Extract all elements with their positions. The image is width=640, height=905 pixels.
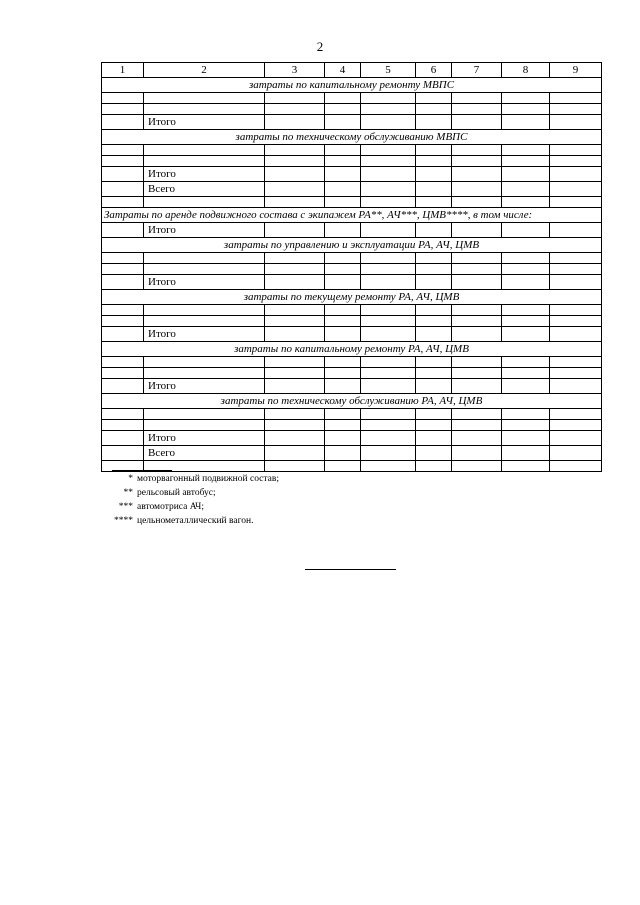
table-cell (416, 461, 452, 472)
table-cell (452, 156, 502, 167)
table-cell (265, 275, 325, 290)
table-cell (325, 316, 361, 327)
table-row (102, 156, 602, 167)
table-cell (502, 357, 550, 368)
table-cell (452, 305, 502, 316)
footnote-item (100, 486, 279, 500)
table-cell (550, 446, 602, 461)
table-cell (502, 223, 550, 238)
table-cell (452, 253, 502, 264)
table-cell (144, 409, 265, 420)
table-cell (144, 357, 265, 368)
table-cell (102, 409, 144, 420)
table-row (102, 357, 602, 368)
table-cell (416, 431, 452, 446)
table-cell (144, 420, 265, 431)
table-cell (502, 275, 550, 290)
table-cell (452, 357, 502, 368)
table-cell (325, 357, 361, 368)
table-cell (325, 115, 361, 130)
table-row (102, 409, 602, 420)
table-cell (550, 223, 602, 238)
row-label: Итого (144, 327, 265, 342)
table-cell (102, 446, 144, 461)
table-cell (416, 182, 452, 197)
table-cell (102, 420, 144, 431)
table-cell (550, 409, 602, 420)
table-cell (502, 93, 550, 104)
table-cell (361, 253, 416, 264)
table-cell (325, 409, 361, 420)
table-cell (102, 368, 144, 379)
table-row (102, 305, 602, 316)
footnote-text: автомотриса АЧ; (137, 502, 204, 512)
total-row (102, 115, 602, 130)
table-cell (361, 420, 416, 431)
table-cell (502, 156, 550, 167)
section-title: затраты по капитальному ремонту МВПС (102, 78, 602, 93)
table-cell (102, 115, 144, 130)
table-cell (102, 275, 144, 290)
table-cell (452, 379, 502, 394)
table-cell (502, 115, 550, 130)
section-header-row (102, 394, 602, 409)
total-row (102, 446, 602, 461)
table-cell (550, 305, 602, 316)
table-row (102, 104, 602, 115)
section-header-row (102, 78, 602, 93)
table-cell (265, 461, 325, 472)
table-cell (550, 327, 602, 342)
table-cell (416, 223, 452, 238)
table-cell (102, 223, 144, 238)
table-cell (265, 327, 325, 342)
footnote-mark: **** (114, 516, 133, 526)
table-cell (265, 379, 325, 394)
table-cell (144, 93, 265, 104)
table-cell (102, 93, 144, 104)
table-cell (550, 379, 602, 394)
table-cell (361, 446, 416, 461)
table-cell (416, 156, 452, 167)
table-cell (102, 379, 144, 394)
table-cell (550, 167, 602, 182)
table-cell (502, 305, 550, 316)
row-label: Итого (144, 115, 265, 130)
table-cell (265, 316, 325, 327)
table-cell (416, 305, 452, 316)
table-cell (102, 197, 144, 208)
section-title: затраты по текущему ремонту РА, АЧ, ЦМВ (102, 290, 602, 305)
row-label: Итого (144, 379, 265, 394)
table-cell (550, 145, 602, 156)
table-cell (361, 156, 416, 167)
footnote-item (100, 500, 279, 514)
table-cell (416, 357, 452, 368)
table-cell (361, 93, 416, 104)
table-cell (361, 104, 416, 115)
table-cell (550, 420, 602, 431)
table-cell (265, 167, 325, 182)
table-cell (144, 305, 265, 316)
table-cell (416, 197, 452, 208)
table-cell (265, 104, 325, 115)
table-cell (325, 264, 361, 275)
table-row (102, 420, 602, 431)
table-row (102, 316, 602, 327)
table-cell (502, 379, 550, 394)
table-cell (325, 379, 361, 394)
table-cell (265, 197, 325, 208)
table-cell (265, 115, 325, 130)
table-cell (325, 368, 361, 379)
table-row (102, 253, 602, 264)
table-cell (265, 223, 325, 238)
table-cell (416, 104, 452, 115)
row-label: Итого (144, 223, 265, 238)
table-cell (325, 253, 361, 264)
table-cell (416, 409, 452, 420)
table-cell (416, 167, 452, 182)
table-cell (416, 93, 452, 104)
table-cell (416, 253, 452, 264)
table-cell (265, 357, 325, 368)
table-cell (144, 253, 265, 264)
section-header-row (102, 290, 602, 305)
table-cell (416, 264, 452, 275)
total-row (102, 182, 602, 197)
row-label: Всего (144, 446, 265, 461)
table-cell (265, 431, 325, 446)
table-cell (102, 316, 144, 327)
table-cell (452, 182, 502, 197)
section-title: затраты по управлению и эксплуатации РА, АЧ, ЦМВ (102, 238, 602, 253)
table-cell (361, 327, 416, 342)
total-row (102, 379, 602, 394)
table-cell (502, 327, 550, 342)
table-cell (452, 316, 502, 327)
table-cell (325, 420, 361, 431)
table-cell (416, 316, 452, 327)
footnote-mark: *** (118, 502, 133, 512)
table-row (102, 145, 602, 156)
table-cell (361, 197, 416, 208)
table-row (102, 93, 602, 104)
table-cell (265, 420, 325, 431)
table-cell (361, 182, 416, 197)
total-row (102, 431, 602, 446)
section-title: затраты по техническому обслуживанию МВПС (102, 130, 602, 145)
table-cell (361, 264, 416, 275)
table-cell (502, 368, 550, 379)
table-cell (502, 197, 550, 208)
total-row (102, 223, 602, 238)
table-cell (144, 145, 265, 156)
table-cell (265, 409, 325, 420)
table-cell (102, 305, 144, 316)
footnotes (100, 472, 279, 528)
table-cell (416, 368, 452, 379)
table-cell (452, 264, 502, 275)
table-cell (144, 368, 265, 379)
table-cell (325, 104, 361, 115)
end-separator (305, 569, 396, 570)
table-cell (325, 461, 361, 472)
table-cell (550, 253, 602, 264)
table-cell (361, 115, 416, 130)
table-cell (452, 327, 502, 342)
table-cell (361, 145, 416, 156)
table-cell (416, 379, 452, 394)
row-label: Всего (144, 182, 265, 197)
table-cell (102, 327, 144, 342)
column-header: 2 (144, 63, 265, 78)
table-cell (102, 357, 144, 368)
table-row (102, 264, 602, 275)
row-label: Итого (144, 275, 265, 290)
table-cell (452, 461, 502, 472)
table-cell (144, 104, 265, 115)
row-label: Итого (144, 167, 265, 182)
table-cell (452, 115, 502, 130)
table-cell (416, 145, 452, 156)
table-cell (416, 446, 452, 461)
table-cell (550, 182, 602, 197)
table-cell (361, 305, 416, 316)
section-header-row (102, 130, 602, 145)
table-cell (502, 253, 550, 264)
table-cell (144, 197, 265, 208)
table-cell (452, 431, 502, 446)
table-cell (102, 264, 144, 275)
table-cell (265, 305, 325, 316)
total-row (102, 327, 602, 342)
table-cell (452, 145, 502, 156)
footnote-separator (112, 470, 172, 471)
column-header: 5 (361, 63, 416, 78)
column-header: 3 (265, 63, 325, 78)
table-cell (361, 223, 416, 238)
table-cell (325, 327, 361, 342)
table-cell (452, 420, 502, 431)
footnote-item (100, 472, 279, 486)
table-cell (265, 264, 325, 275)
table-cell (550, 431, 602, 446)
table-cell (416, 115, 452, 130)
table-cell (361, 275, 416, 290)
footnote-text: цельнометаллический вагон. (137, 516, 254, 526)
total-row (102, 275, 602, 290)
table-cell (550, 156, 602, 167)
footnote-item (100, 514, 279, 528)
table-cell (265, 368, 325, 379)
page-number: 2 (316, 39, 324, 54)
table-cell (325, 223, 361, 238)
footnote-mark: * (128, 474, 133, 484)
section-header-row (102, 342, 602, 357)
footnote-mark: ** (123, 488, 133, 498)
column-header: 8 (502, 63, 550, 78)
table-cell (325, 167, 361, 182)
table-cell (361, 431, 416, 446)
table-cell (452, 104, 502, 115)
table-cell (265, 156, 325, 167)
table-cell (502, 316, 550, 327)
table-cell (102, 253, 144, 264)
table-cell (361, 357, 416, 368)
table-cell (452, 446, 502, 461)
table-cell (102, 431, 144, 446)
table-cell (550, 368, 602, 379)
table-cell (550, 275, 602, 290)
column-header: 6 (416, 63, 452, 78)
table-cell (502, 182, 550, 197)
table-cell (502, 461, 550, 472)
table-cell (265, 145, 325, 156)
table-cell (502, 145, 550, 156)
table-cell (325, 197, 361, 208)
table-cell (325, 156, 361, 167)
table-cell (361, 368, 416, 379)
table-cell (550, 93, 602, 104)
table-cell (102, 104, 144, 115)
cost-table (101, 62, 602, 472)
table-cell (325, 182, 361, 197)
table-cell (265, 446, 325, 461)
column-header: 4 (325, 63, 361, 78)
table-cell (416, 327, 452, 342)
table-cell (325, 275, 361, 290)
section-title: затраты по техническому обслуживанию РА, АЧ, ЦМВ (102, 394, 602, 409)
table-cell (265, 182, 325, 197)
table-cell (502, 264, 550, 275)
row-label: Итого (144, 431, 265, 446)
table-row (102, 368, 602, 379)
footnote-text: моторвагонный подвижной состав; (137, 474, 280, 484)
table-cell (550, 264, 602, 275)
table-row (102, 197, 602, 208)
column-header: 1 (102, 63, 144, 78)
column-header: 7 (452, 63, 502, 78)
table-cell (550, 461, 602, 472)
table-cell (452, 167, 502, 182)
table-cell (325, 305, 361, 316)
table-cell (550, 197, 602, 208)
table-cell (325, 446, 361, 461)
table-cell (502, 167, 550, 182)
table-cell (361, 409, 416, 420)
section-header-row (102, 238, 602, 253)
table-cell (502, 420, 550, 431)
footnote-text: рельсовый автобус; (137, 488, 216, 498)
table-cell (361, 316, 416, 327)
table-cell (452, 93, 502, 104)
table-cell (452, 197, 502, 208)
table-cell (144, 156, 265, 167)
table-cell (144, 316, 265, 327)
table-cell (452, 368, 502, 379)
table-cell (144, 264, 265, 275)
table-cell (416, 275, 452, 290)
table-cell (502, 104, 550, 115)
table-cell (502, 409, 550, 420)
table-cell (361, 379, 416, 394)
section-header-row (102, 208, 602, 223)
table-cell (325, 431, 361, 446)
table-cell (361, 167, 416, 182)
table-cell (325, 93, 361, 104)
table-cell (361, 461, 416, 472)
table-cell (502, 446, 550, 461)
table-cell (550, 104, 602, 115)
section-title: Затраты по аренде подвижного состава с экипажем РА**, АЧ***, ЦМВ****, в том числе: (102, 208, 602, 223)
section-title: затраты по капитальному ремонту РА, АЧ, ЦМВ (102, 342, 602, 357)
total-row (102, 167, 602, 182)
table-cell (265, 253, 325, 264)
table-cell (265, 93, 325, 104)
table-cell (550, 115, 602, 130)
column-header: 9 (550, 63, 602, 78)
table-cell (102, 182, 144, 197)
table-cell (325, 145, 361, 156)
table-cell (452, 223, 502, 238)
table-cell (452, 409, 502, 420)
table-cell (102, 156, 144, 167)
table-cell (550, 316, 602, 327)
table-cell (550, 357, 602, 368)
table-header-row (102, 63, 602, 78)
table-cell (416, 420, 452, 431)
table-cell (102, 167, 144, 182)
table-cell (102, 145, 144, 156)
table-row (102, 461, 602, 472)
table-cell (502, 431, 550, 446)
table-cell (452, 275, 502, 290)
